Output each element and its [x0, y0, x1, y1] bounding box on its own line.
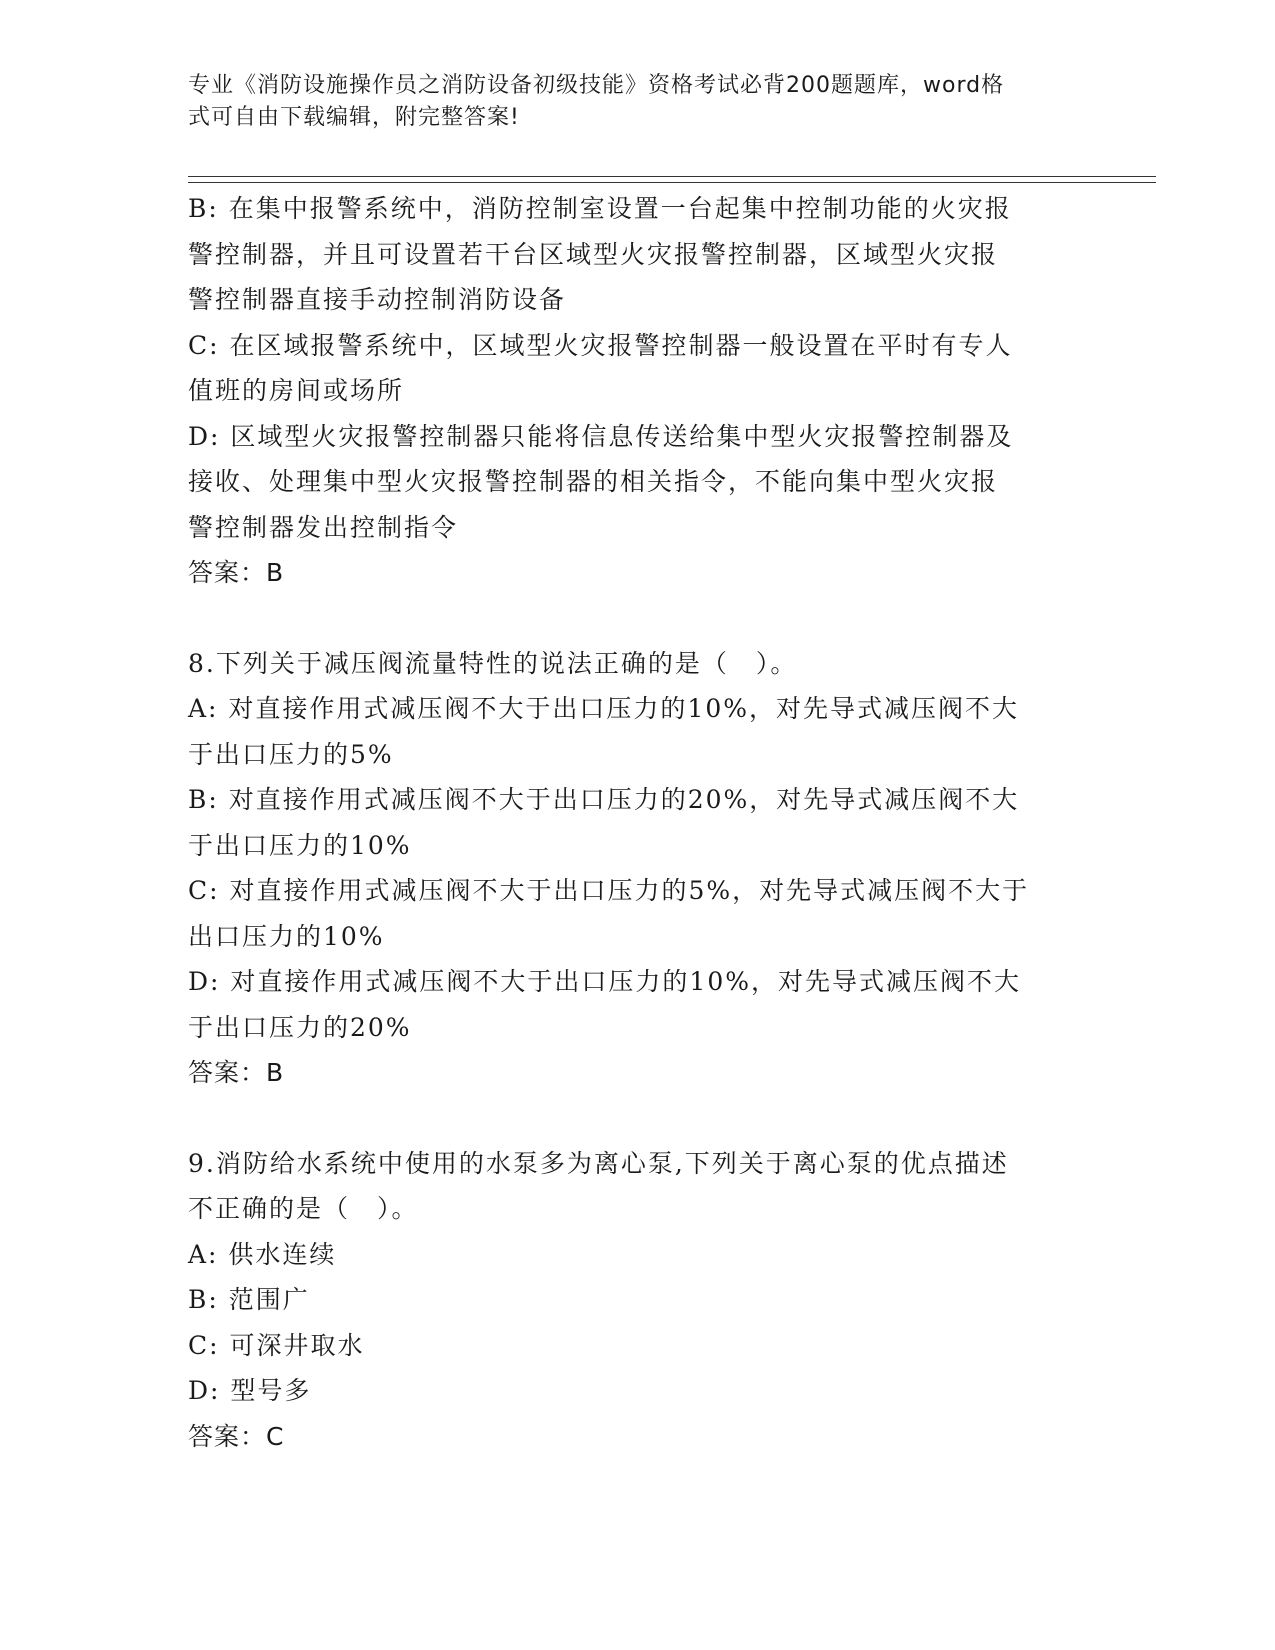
question-block-9	[188, 1141, 1088, 1460]
question-9-option-d: D: 型号多	[188, 1376, 312, 1405]
question-7-line: B: 在集中报警系统中，消防控制室设置一台起集中控制功能的火灾报	[188, 194, 1012, 223]
question-8-line: D: 对直接作用式减压阀不大于出口压力的10%，对先导式减压阀不大	[188, 967, 1021, 996]
question-8-line: 于出口压力的5%	[188, 739, 394, 769]
question-9-answer: 答案：C	[188, 1421, 285, 1451]
question-7-line: 警控制器，并且可设置若干台区域型火灾报警控制器，区域型火灾报	[188, 239, 999, 269]
block-spacer	[188, 1096, 1088, 1141]
header-line-2: 式可自由下载编辑，附完整答案!	[188, 105, 520, 130]
question-9-option-c: C: 可深井取水	[188, 1330, 365, 1360]
question-block-8	[188, 641, 1088, 1096]
question-8-line: 出口压力的10%	[188, 921, 385, 951]
question-8-line: C: 对直接作用式减压阀不大于出口压力的5%，对先导式减压阀不大于	[188, 876, 1030, 905]
header-line-1: 专业《消防设施操作员之消防设备初级技能》资格考试必背200题题库，word格	[188, 73, 1005, 98]
question-9-option-b: B: 范围广	[188, 1285, 310, 1314]
question-8-line: A: 对直接作用式减压阀不大于出口压力的10%，对先导式减压阀不大	[188, 694, 1019, 723]
question-9-stem: 9.消防给水系统中使用的水泵多为离心泵,下列关于离心泵的优点描述	[188, 1148, 1009, 1178]
header-divider	[188, 176, 1156, 183]
question-block-7	[188, 186, 1088, 596]
question-7-line: C: 在区域报警系统中，区域型火灾报警控制器一般设置在平时有专人	[188, 330, 1013, 360]
document-body	[188, 186, 1088, 1459]
block-spacer	[188, 596, 1088, 641]
question-8-line: 于出口压力的10%	[188, 830, 412, 860]
question-8-line: B: 对直接作用式减压阀不大于出口压力的20%，对先导式减压阀不大	[188, 785, 1020, 814]
question-8-answer: 答案：B	[188, 1058, 285, 1087]
question-7-line: D: 区域型火灾报警控制器只能将信息传送给集中型火灾报警控制器及	[188, 421, 1014, 451]
question-7-line: 警控制器直接手动控制消防设备	[188, 285, 567, 314]
page-header	[188, 70, 1068, 134]
question-7-line: 警控制器发出控制指令	[188, 512, 459, 542]
question-7-line: 值班的房间或场所	[188, 376, 405, 405]
question-9-stem: 不正确的是（ ）。	[188, 1194, 419, 1223]
question-7-line: 接收、处理集中型火灾报警控制器的相关指令，不能向集中型火灾报	[188, 467, 999, 496]
question-7-answer: 答案：B	[188, 558, 285, 587]
question-8-stem: 8.下列关于减压阀流量特性的说法正确的是（ ）。	[188, 648, 798, 678]
question-8-line: 于出口压力的20%	[188, 1012, 412, 1042]
question-9-option-a: A: 供水连续	[188, 1239, 337, 1269]
